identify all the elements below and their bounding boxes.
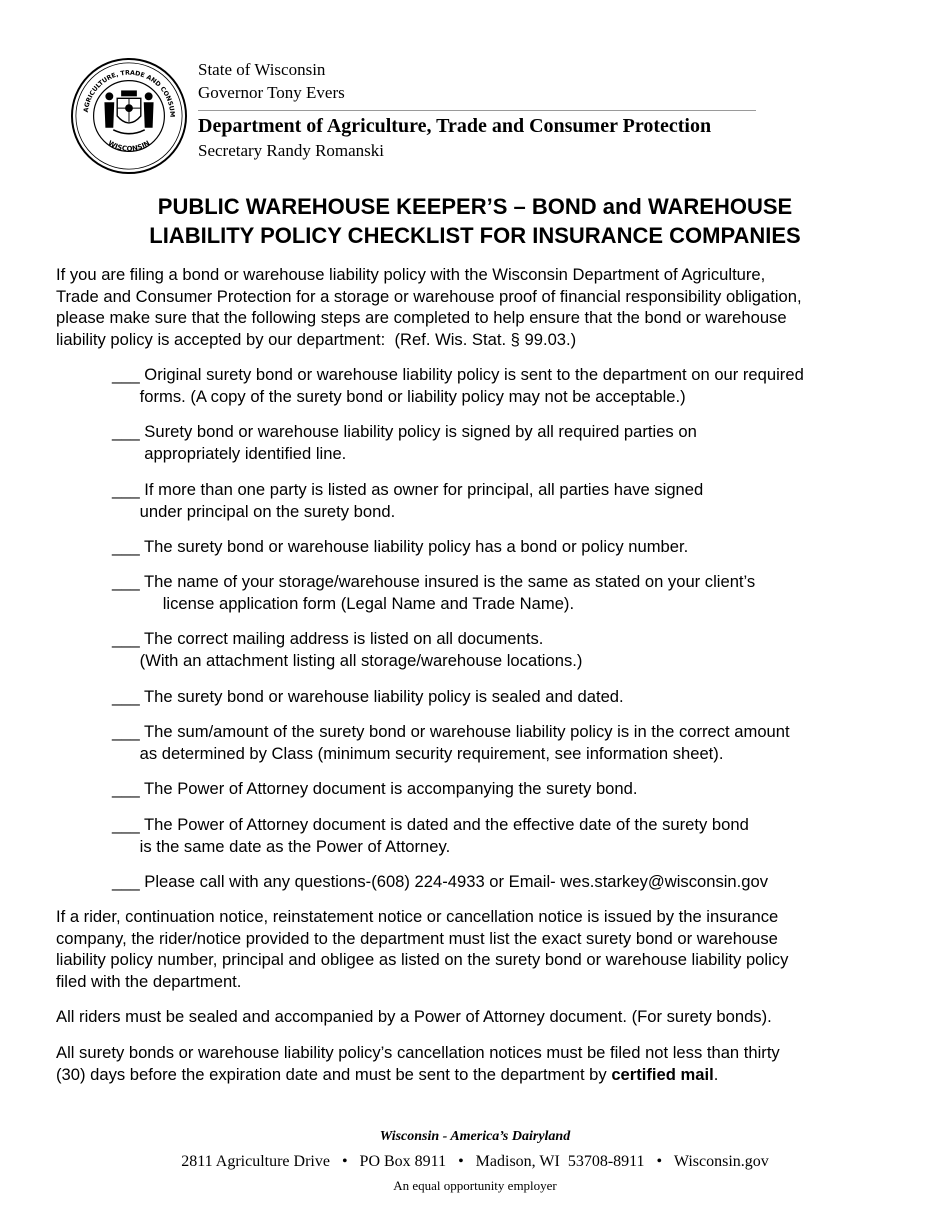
rider-line: company, the rider/notice provided to the department must list the exact surety bond or warehouse <box>56 928 778 948</box>
footer-equal-opportunity: An equal opportunity employer <box>393 1178 557 1193</box>
checklist-item-policy-number <box>112 536 912 558</box>
seal-icon <box>70 57 188 175</box>
checklist-item-original-bond <box>112 364 912 407</box>
cancellation-line-2 <box>56 1064 926 1086</box>
document-title-line-1: PUBLIC WAREHOUSE KEEPER’S – BOND and WAREHOUSE <box>157 194 793 219</box>
intro-line: liability policy is accepted by our department: (Ref. Wis. Stat. § 99.03.) <box>56 329 577 349</box>
checklist-item-multiple-owners <box>112 479 912 522</box>
checklist-item-poa-dated <box>112 814 912 857</box>
checklist-item-text: ___ The surety bond or warehouse liability policy is sealed and dated. <box>112 687 624 706</box>
checklist-item-text: ___ The name of your storage/warehouse insured is the same as stated on your client’s <box>112 572 756 591</box>
checklist-item-text: ___ The surety bond or warehouse liability policy has a bond or policy number. <box>112 537 689 556</box>
checklist-item-text: ___ Please call with any questions-(608) 224-4933 or Email- wes.starkey@wisconsin.gov <box>112 872 769 891</box>
checklist-item-text: ___ The correct mailing address is listed on all documents. <box>112 629 544 648</box>
checklist-item-text: ___ If more than one party is listed as owner for principal, all parties have signed <box>112 480 704 499</box>
header-divider <box>198 110 756 111</box>
governor-name: Governor Tony Evers <box>198 83 345 102</box>
checklist-item-power-of-attorney <box>112 778 912 800</box>
certified-mail-emphasis: certified mail <box>611 1064 714 1084</box>
cancellation-text: (30) days before the expiration date and must be sent to the department by <box>56 1064 612 1084</box>
rider-line: liability policy number, principal and obligee as listed on the surety bond or warehouse liability policy <box>56 950 789 969</box>
document-title-line-2: LIABILITY POLICY CHECKLIST FOR INSURANCE COMPANIES <box>149 223 801 248</box>
checklist-item-text: appropriately identified line. <box>112 443 347 463</box>
svg-text:WISCONSIN: WISCONSIN <box>106 139 152 153</box>
state-seal-logo <box>70 57 188 175</box>
svg-text:DEPARTMENT OF AGRICULTURE, TRA: AGRICULTURE, TRADE AND CONSUM <box>82 69 176 118</box>
checklist-item-sealed-dated <box>112 686 912 708</box>
footer-motto: Wisconsin - America’s Dairyland <box>379 1129 571 1144</box>
rider-paragraph <box>56 906 926 992</box>
intro-line: Trade and Consumer Protection for a storage or warehouse proof of financial responsibility obligation, <box>56 286 802 306</box>
checklist-item-text: is the same date as the Power of Attorney. <box>112 836 451 856</box>
checklist-item-contact <box>112 871 912 893</box>
riders-sealed-paragraph: All riders must be sealed and accompanied by a Power of Attorney document. (For surety bonds). <box>56 1007 772 1026</box>
checklist-item-insured-name <box>112 571 912 614</box>
cancellation-period: . <box>713 1064 719 1084</box>
rider-line: If a rider, continuation notice, reinstatement notice or cancellation notice is issued by the insurance <box>56 907 779 926</box>
checklist-item-text: ___ Original surety bond or warehouse liability policy is sent to the department on our required <box>112 365 804 384</box>
checklist-item-text: ___ The Power of Attorney document is accompanying the surety bond. <box>112 779 638 798</box>
intro-line: please make sure that the following steps are completed to help ensure that the bond or warehouse <box>56 308 787 327</box>
checklist-item-text: ___ Surety bond or warehouse liability policy is signed by all required parties on <box>112 422 697 441</box>
checklist-item-text: as determined by Class (minimum security requirement, see information sheet). <box>112 743 724 763</box>
secretary-name: Secretary Randy Romanski <box>198 141 385 160</box>
footer-address: 2811 Agriculture Drive • PO Box 8911 • Madison, WI 53708-8911 • Wisconsin.gov <box>181 1153 769 1170</box>
checklist-item-text: (With an attachment listing all storage/warehouse locations.) <box>112 650 583 670</box>
checklist-item-signed <box>112 421 912 464</box>
checklist-item-text: forms. (A copy of the surety bond or liability policy may not be acceptable.) <box>112 386 686 406</box>
state-name: State of Wisconsin <box>198 60 326 79</box>
rider-line: filed with the department. <box>56 971 242 991</box>
cancellation-line: All surety bonds or warehouse liability policy’s cancellation notices must be filed not less than thirty <box>56 1043 780 1062</box>
department-name: Department of Agriculture, Trade and Consumer Protection <box>198 115 712 137</box>
checklist-item-text: license application form (Legal Name and Trade Name). <box>112 593 575 613</box>
checklist-item-text: under principal on the surety bond. <box>112 501 396 521</box>
intro-paragraph <box>56 264 926 350</box>
intro-line: If you are filing a bond or warehouse liability policy with the Wisconsin Department of Agriculture, <box>56 265 766 284</box>
checklist-item-mailing-address <box>112 628 912 671</box>
checklist-item-text: ___ The Power of Attorney document is dated and the effective date of the surety bond <box>112 815 749 834</box>
checklist-item-text: ___ The sum/amount of the surety bond or warehouse liability policy is in the correct amount <box>112 722 790 741</box>
checklist-item-correct-amount <box>112 721 912 764</box>
cancellation-paragraph <box>56 1042 926 1085</box>
